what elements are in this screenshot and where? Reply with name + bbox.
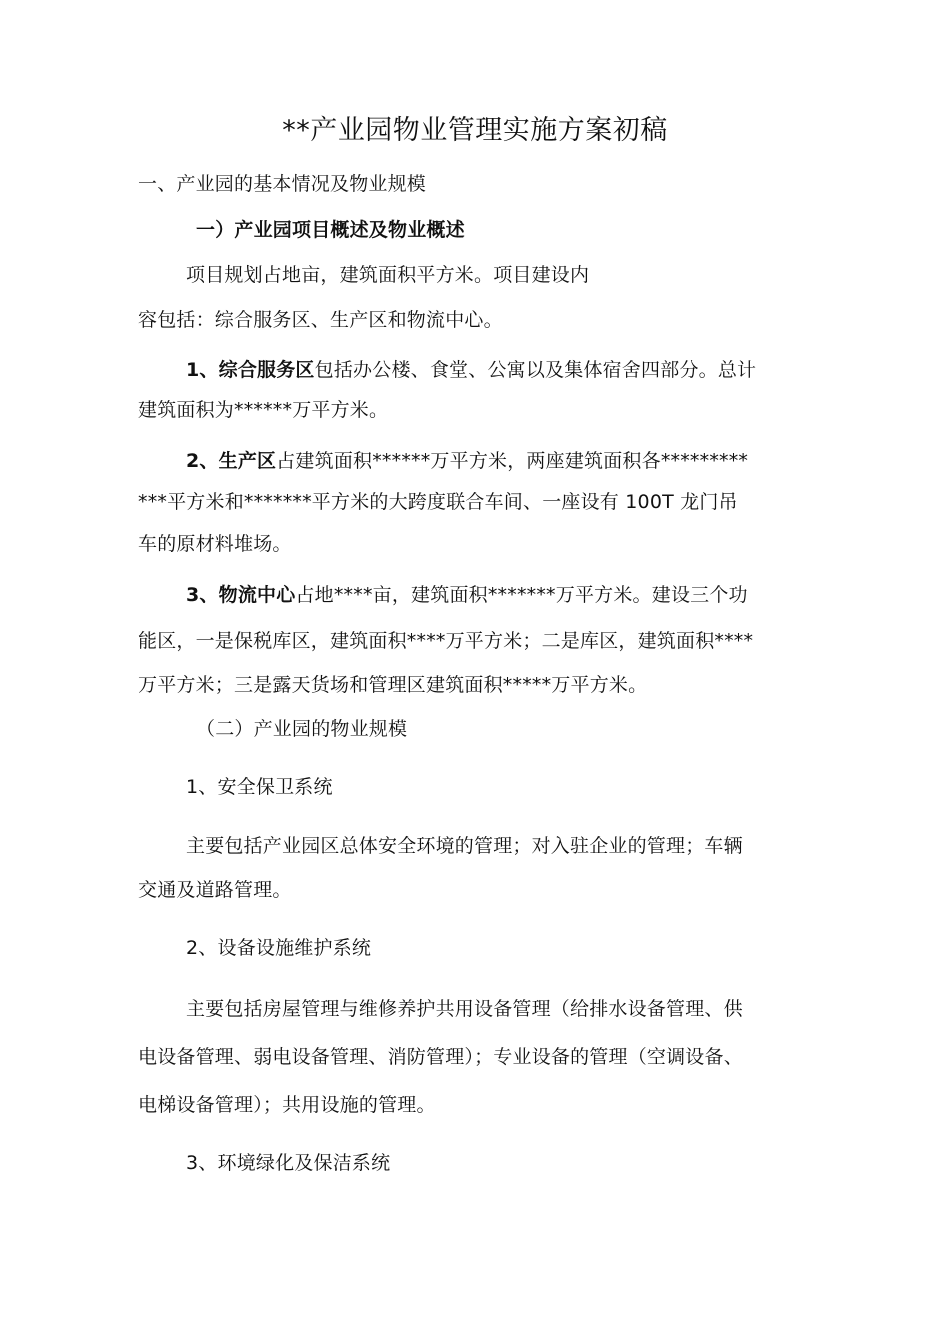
item-1-number: 1、 [186,359,219,381]
item-3-line-2: 能区，一是保税库区，建筑面积****万平方米；二是库区，建筑面积**** [138,630,754,652]
item-2-number: 2、 [186,450,219,472]
item-2-text: 占建筑面积******万平方米，两座建筑面积各********* [276,450,749,472]
item-2-line-1 [186,449,748,473]
system-1-line-1: 主要包括产业园区总体安全环境的管理；对入驻企业的管理；车辆 [186,835,743,857]
item-1-text: 包括办公楼、食堂、公寓以及集体宿舍四部分。总计 [314,359,757,381]
overview-line-1: 项目规划占地亩，建筑面积平方米。项目建设内 [186,264,590,286]
item-3-line-3: 万平方米；三是露天货场和管理区建筑面积*****万平方米。 [138,674,648,696]
subsection-heading-2: （二）产业园的物业规模 [196,718,408,740]
item-3-number: 3、 [186,584,219,606]
item-2-term: 生产区 [218,450,277,472]
item-2-line-3: 车的原材料堆场。 [138,533,292,555]
item-2-line-2: ***平方米和*******平方米的大跨度联合车间、一座设有 100T 龙门吊 [138,491,738,513]
system-1-line-2: 交通及道路管理。 [138,879,292,901]
system-3-heading: 3、环境绿化及保洁系统 [186,1152,391,1174]
system-1-heading: 1、安全保卫系统 [186,776,333,798]
subsection-heading: 一）产业园项目概述及物业概述 [196,219,465,241]
item-1-line-2: 建筑面积为******万平方米。 [138,399,389,421]
system-2-line-2: 电设备管理、弱电设备管理、消防管理）；专业设备的管理（空调设备、 [138,1046,743,1068]
item-3-line-1 [186,583,748,607]
section-heading: 一、产业园的基本情况及物业规模 [138,173,427,195]
item-3-term: 物流中心 [218,584,296,606]
overview-line-2: 容包括：综合服务区、生产区和物流中心。 [138,309,503,331]
item-1-line-1 [186,358,756,382]
item-1-term: 综合服务区 [218,359,315,381]
system-2-line-1: 主要包括房屋管理与维修养护共用设备管理（给排水设备管理、供 [186,998,743,1020]
system-2-heading: 2、设备设施维护系统 [186,937,372,959]
document-title: **产业园物业管理实施方案初稿 [282,115,668,146]
item-3-text: 占地****亩，建筑面积*******万平方米。建设三个功 [295,584,748,606]
system-2-line-3: 电梯设备管理）；共用设施的管理。 [138,1094,436,1116]
